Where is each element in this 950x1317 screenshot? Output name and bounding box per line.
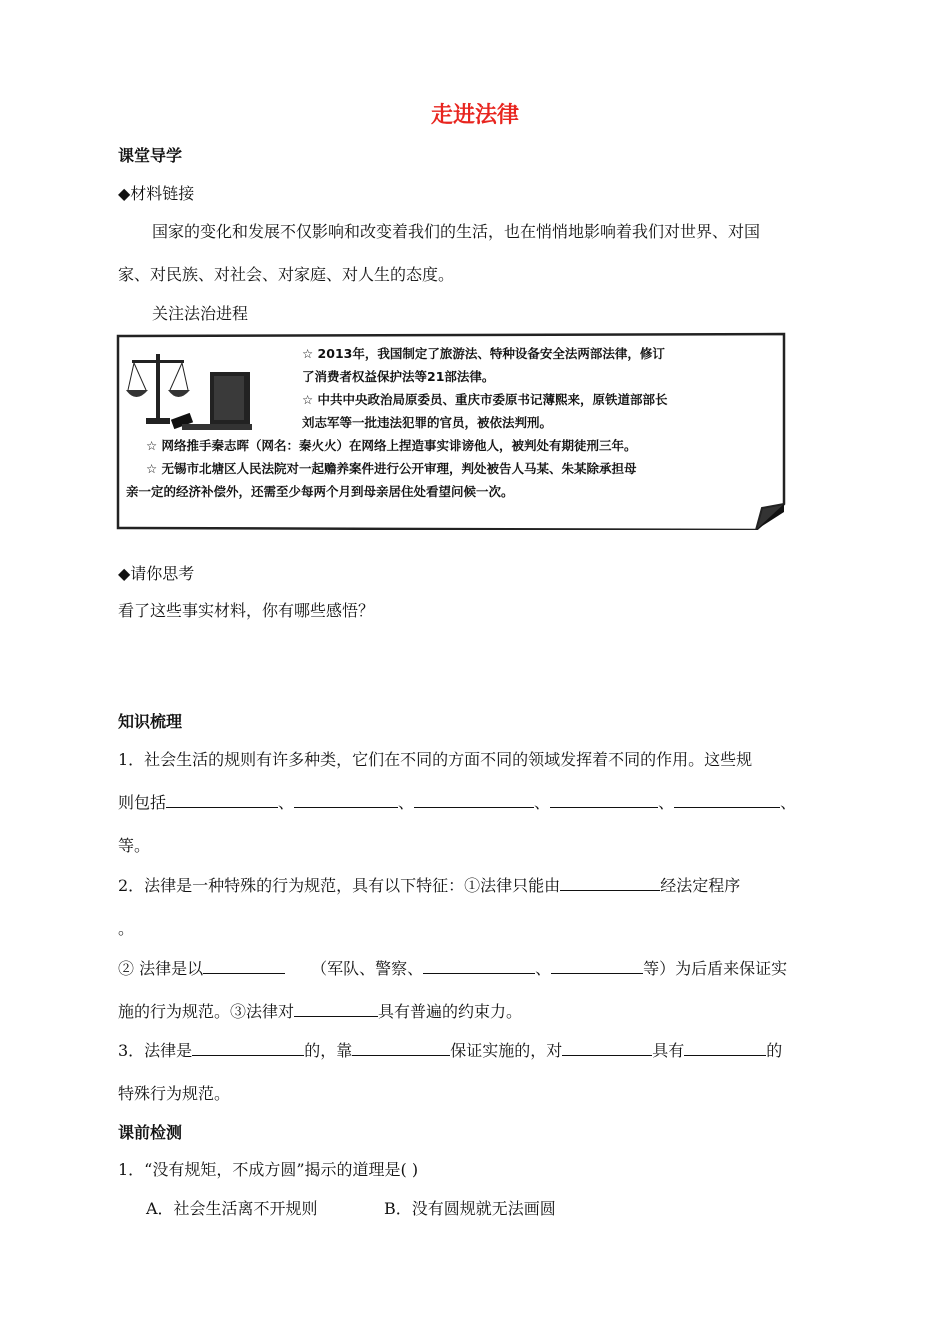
- blank-rule-5[interactable]: [674, 790, 780, 808]
- think-question: 看了这些事实材料，你有哪些感悟？: [118, 601, 375, 620]
- q3-part-d: 具有: [652, 1041, 685, 1060]
- q2-part-e: 施的行为规范。③法律对: [118, 1002, 295, 1021]
- box-line-7: 亲一定的经济补偿外，还需至少每两个月到母亲居住处看望问候一次。: [126, 484, 514, 499]
- q1-sep-3: 、: [534, 793, 551, 812]
- blank-rule-10[interactable]: [294, 999, 378, 1017]
- focus-label: 关注法治进程: [152, 304, 249, 323]
- box-line-6: ☆ 无锡市北塘区人民法院对一起赡养案件进行公开审理，判处被告人马某、朱某除承担母: [146, 461, 637, 476]
- q2-part-c: 、: [535, 959, 552, 978]
- blank-rule-8[interactable]: [423, 956, 535, 974]
- q2-line-1: [118, 873, 740, 896]
- q1-sep-4: 、: [658, 793, 675, 812]
- blank-rule-14[interactable]: [684, 1038, 766, 1056]
- box-line-4: 刘志军等一批违法犯罪的官员，被依法判刑。: [302, 415, 553, 430]
- material-link-label: ◆材料链接: [118, 184, 195, 203]
- q2-line-2: 。: [118, 919, 135, 938]
- test-question-1: 1．“没有规矩，不成方圆”揭示的道理是( ): [118, 1160, 419, 1179]
- box-line-5: ☆ 网络推手秦志晖（网名：秦火火）在网络上捏造事实诽谤他人，被判处有期徒刑三年。: [146, 438, 637, 453]
- blank-rule-12[interactable]: [352, 1038, 450, 1056]
- q2-line-4: [118, 999, 522, 1022]
- q1-line-2: [118, 790, 796, 813]
- q1-sep-2: 、: [398, 793, 415, 812]
- q3-line-1: [118, 1038, 782, 1061]
- material-box: [116, 332, 786, 530]
- q1-sep-1: 、: [278, 793, 295, 812]
- q2-prefix: 2．法律是一种特殊的行为规范，具有以下特征：①法律只能由: [118, 876, 561, 895]
- q2-suffix: 经法定程序: [660, 876, 741, 895]
- blank-rule-13[interactable]: [562, 1038, 652, 1056]
- box-line-2: 了消费者权益保护法等21部法律。: [302, 369, 495, 384]
- box-line-1: ☆ 2013年，我国制定了旅游法、特种设备安全法两部法律，修订: [302, 346, 665, 361]
- blank-rule-3[interactable]: [414, 790, 534, 808]
- q3-line-2: 特殊行为规范。: [118, 1084, 231, 1103]
- scales-of-justice-icon: [122, 346, 272, 436]
- section-heading-knowledge: 知识梳理: [118, 712, 183, 731]
- q2-line-3: [118, 956, 787, 979]
- think-label: ◆请你思考: [118, 564, 195, 583]
- q3-part-c: 保证实施的，对: [450, 1041, 563, 1060]
- q2-part-b: （军队、警察、: [311, 959, 424, 978]
- q3-part-b: 的，靠: [304, 1041, 353, 1060]
- blank-rule-1[interactable]: [166, 790, 278, 808]
- q1-sep-5: 、: [780, 793, 797, 812]
- intro-paragraph-line-2: 家、对民族、对社会、对家庭、对人生的态度。: [118, 265, 455, 284]
- blank-rule-4[interactable]: [550, 790, 658, 808]
- blank-rule-6[interactable]: [560, 873, 660, 891]
- blank-rule-11[interactable]: [192, 1038, 304, 1056]
- intro-paragraph-line-1: 国家的变化和发展不仅影响和改变着我们的生活，也在悄悄地影响着我们对世界、对国: [152, 222, 761, 241]
- q3-part-e: 的: [766, 1041, 783, 1060]
- section-heading-classroom-guide: 课堂导学: [118, 146, 183, 165]
- page-title: 走进法律: [430, 103, 519, 128]
- q3-part-a: 3．法律是: [118, 1041, 193, 1060]
- blank-rule-9[interactable]: [551, 956, 643, 974]
- blank-rule-7[interactable]: [203, 956, 285, 974]
- q1-line-3: 等。: [118, 836, 151, 855]
- q2-part-d: 等）为后盾来保证实: [643, 959, 788, 978]
- q2-part-a: ② 法律是以: [118, 959, 204, 978]
- q2-part-f: 具有普遍的约束力。: [378, 1002, 523, 1021]
- box-line-3: ☆ 中共中央政治局原委员、重庆市委原书记薄熙来，原铁道部部长: [302, 392, 668, 407]
- blank-rule-2[interactable]: [294, 790, 398, 808]
- section-heading-pre-class-test: 课前检测: [118, 1123, 183, 1142]
- option-a[interactable]: A．社会生活离不开规则: [146, 1199, 318, 1218]
- q1-line-1: 1．社会生活的规则有许多种类，它们在不同的方面不同的领域发挥着不同的作用。这些规: [118, 750, 753, 769]
- option-b[interactable]: B．没有圆规就无法画圆: [384, 1199, 556, 1218]
- q1-prefix: 则包括: [118, 793, 167, 812]
